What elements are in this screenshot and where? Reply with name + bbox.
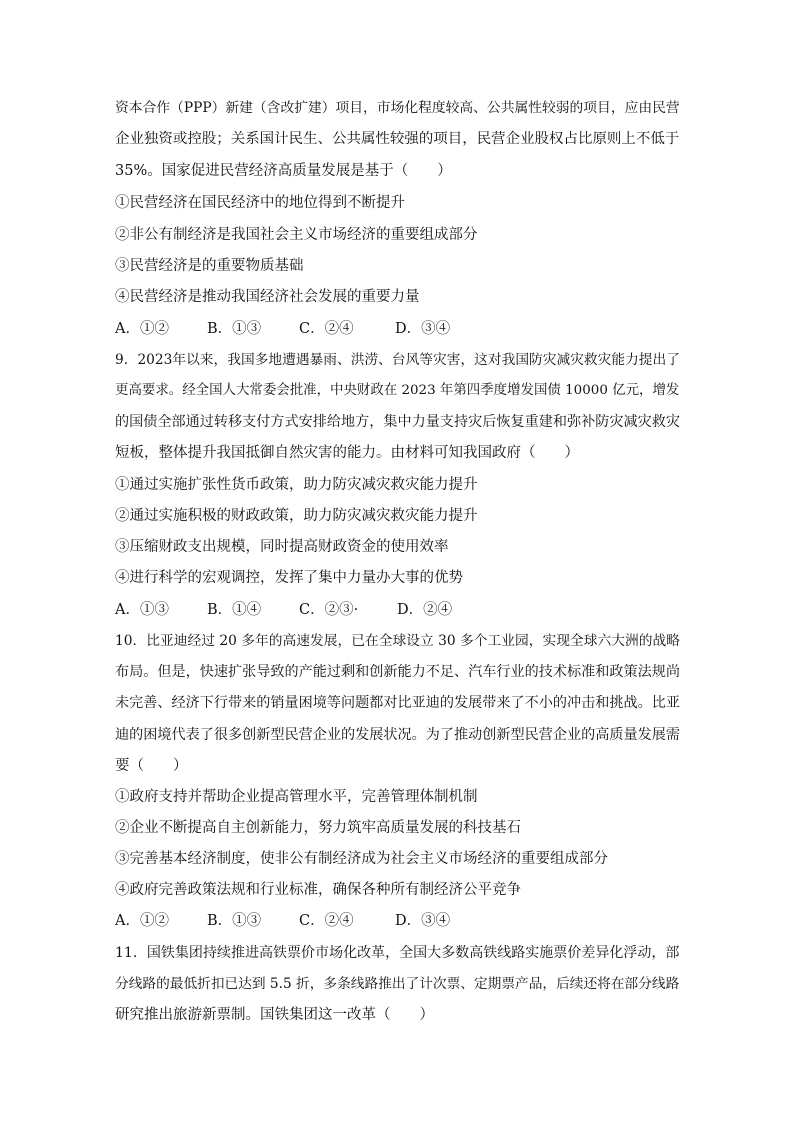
- q8-option-b: B．①③: [207, 321, 262, 337]
- q10-line-3: 未完善、经济下行带来的销量困境等问题都对比亚迪的发展带来了不小的冲击和挑战。比亚: [115, 695, 681, 711]
- q8-item-3: ③民营经济是的重要物质基础: [115, 258, 304, 274]
- q10-option-d: D．③④: [395, 913, 451, 929]
- q9-option-a: A．①③: [115, 602, 169, 618]
- q8-line-3: 35%。国家促进民营经济高质量发展是基于（ ）: [115, 163, 452, 179]
- q10-item-1: ①政府支持并帮助企业提高管理水平，完善管理体制机制: [115, 789, 478, 805]
- q9-item-3: ③压缩财政支出规模，同时提高财政资金的使用效率: [115, 539, 449, 555]
- q9-line-4: 短板，整体提升我国抵御自然灾害的能力。由材料可知我国政府（ ）: [115, 445, 579, 461]
- q8-item-1: ①民营经济在国民经济中的地位得到不断提升: [115, 195, 405, 211]
- q8-item-4: ④民营经济是推动我国经济社会发展的重要力量: [115, 289, 420, 305]
- q9-line-3: 的国债全部通过转移支付方式安排给地方，集中力量支持灾后恢复重建和弥补防灾减灾救灾: [115, 414, 681, 430]
- q10-item-4: ④政府完善政策法规和行业标准，确保各种所有制经济公平竞争: [115, 882, 521, 898]
- q10-line-4: 迪的困境代表了很多创新型民营企业的发展状况。为了推动创新型民营企业的高质量发展需: [115, 727, 681, 743]
- q9-item-4: ④进行科学的宏观调控，发挥了集中力量办大事的优势: [115, 570, 463, 586]
- q9-line-2: 更高要求。经全国人大常委会批准，中央财政在 2023 年第四季度增发国债 10000 亿元，增发: [115, 383, 680, 398]
- q10-line-5: 要（ ）: [115, 758, 188, 774]
- q9-line-1: 9．2023年以来，我国多地遭遇暴雨、洪涝、台风等灾害，这对我国防灾减灾救灾能力提出了: [115, 352, 680, 368]
- q8-line-1: 资本合作（PPP）新建（含改扩建）项目，市场化程度较高、公共属性较弱的项目，应由民营: [115, 100, 680, 116]
- q9-item-1: ①通过实施扩张性货币政策，助力防灾减灾救灾能力提升: [115, 477, 478, 493]
- q9-option-c: C．②③·: [299, 602, 359, 618]
- q9-option-d: D．②④: [397, 602, 453, 618]
- q10-option-a: A．①②: [115, 913, 169, 929]
- q10-option-c: C．②④: [299, 913, 354, 929]
- q8-option-a: A．①②: [115, 321, 169, 337]
- q9-item-2: ②通过实施积极的财政政策，助力防灾减灾救灾能力提升: [115, 508, 478, 524]
- q8-line-2: 企业独资或控股；关系国计民生、公共属性较强的项目，民营企业股权占比原则上不低于: [115, 131, 680, 147]
- q11-line-2: 分线路的最低折扣已达到 5.5 折，多条线路推出了计次票、定期票产品，后续还将在部分线路: [115, 976, 680, 992]
- q10-option-b: B．①③: [207, 913, 262, 929]
- q8-item-2: ②非公有制经济是我国社会主义市场经济的重要组成部分: [115, 227, 478, 243]
- q8-option-d: D．③④: [395, 321, 451, 337]
- q10-item-3: ③完善基本经济制度，使非公有制经济成为社会主义市场经济的重要组成部分: [115, 851, 608, 867]
- q8-option-c: C．②④: [299, 321, 354, 337]
- q11-line-1: 11．国铁集团持续推进高铁票价市场化改革，全国大多数高铁线路实施票价差异化浮动，部: [115, 945, 680, 961]
- q10-line-2: 布局。但是，快速扩张导致的产能过剩和创新能力不足、汽车行业的技术标准和政策法规尚: [115, 664, 681, 680]
- q9-option-b: B．①④: [207, 602, 262, 618]
- q10-line-1: 10．比亚迪经过 20 多年的高速发展，已在全球设立 30 多个工业园，实现全球六大洲的战略: [115, 633, 680, 649]
- q10-item-2: ②企业不断提高自主创新能力，努力筑牢高质量发展的科技基石: [115, 820, 521, 836]
- q11-line-3: 研究推出旅游新票制。国铁集团这一改革（ ）: [115, 1007, 434, 1023]
